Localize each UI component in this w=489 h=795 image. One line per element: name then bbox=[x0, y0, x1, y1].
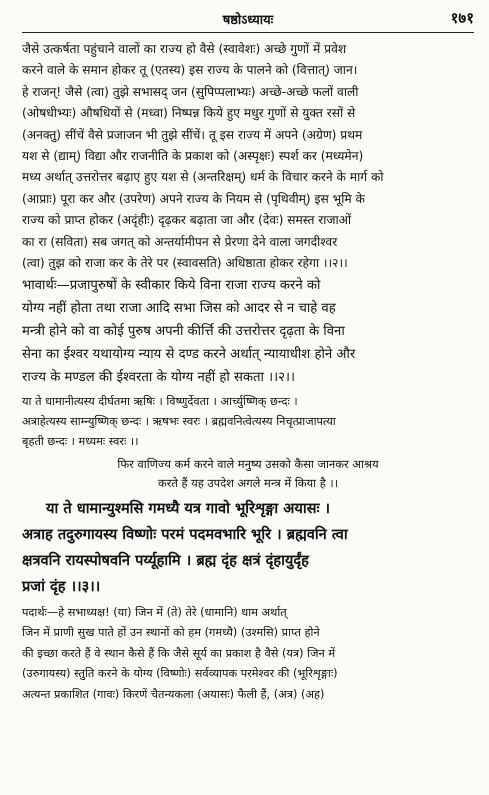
page-header bbox=[22, 10, 474, 30]
mantra-line: क्षत्रवनि रायस्पोषवनि पर्य्यूहामि । ब्रह्म दृंह क्षत्रं दृंहायुर्दृंह bbox=[22, 551, 309, 569]
header-rule bbox=[22, 32, 474, 33]
page-number: १७१ bbox=[450, 9, 474, 27]
commentary-line: (ओषधीभ्यः) औषधियों से (मध्वा) निष्पन्न किये हुए मधुर गुणों से युक्त रसों से bbox=[22, 106, 356, 121]
commentary-line: (त्वा) तुझ को राजा कर के तेरे पर (स्वावसति) अधिष्ठाता होकर रहेगा ।।२।। bbox=[22, 256, 348, 271]
commentary-line: मध्य अर्थात् उत्तरोत्तर बढ़ाए हुए यश से (अन्तरिक्षम्) धर्म के विचार करने के मार्ग को bbox=[22, 170, 384, 185]
intro-line: फिर वाणिज्य कर्म करने वाले मनुष्य उसको कैसा जानकर आश्रय bbox=[117, 456, 379, 471]
padartha-line: (उरुगायस्य) स्तुति करने के योग्य (विष्णोः) सर्वव्यापक परमेश्वर की (भूरिशृङ्गाः) bbox=[22, 667, 338, 681]
mantra-line: या ते धामान्युश्मसि गमध्यै यत्र गावो भूरिशृङ्गा अयासः । bbox=[46, 499, 331, 517]
anukramani-paragraph bbox=[22, 392, 474, 451]
commentary-line: करने वाले के समान होकर तू (एतस्य) इस राज्य के पालने को (वित्तात्) जान। bbox=[22, 63, 358, 78]
bhavartha-line: राज्य के मण्डल की ईश्वरता के योग्य नहीं हो सकता ।।२।। bbox=[22, 370, 296, 386]
anukramani-line: या ते धामानीत्यस्य दीर्घतमा ऋषिः । विष्णुर्देवता । आर्च्युष्णिक् छन्दः । bbox=[22, 395, 298, 409]
anukramani-line: बृहती छन्दः । मध्यमः स्वरः ।। bbox=[22, 435, 139, 449]
chapter-title: षष्ठोऽध्यायः bbox=[222, 13, 274, 28]
commentary-line: यश से (द्याम्) विद्या और राजनीति के प्रकाश को (अस्पृक्षः) स्पर्श कर (मध्यमेन) bbox=[22, 149, 364, 164]
padartha-line: पदार्थः—हे सभाध्यक्ष! (या) जिन में (ते) तेरे (धामानि) धाम अर्थात् bbox=[22, 605, 287, 619]
mantra-line: अत्राह तदुरुगायस्य विष्णोः परमं पदमवभारि भूरि । ब्रह्मवनि त्वा bbox=[22, 525, 348, 543]
commentary-line: (आप्राः) पूरा कर और (उपरेण) अपने राज्य के नियम से (पृथिवीम्) इस भूमि के bbox=[22, 191, 365, 206]
bhavartha-line: मन्त्री होने को वा कोई पुरुष अपनी कीर्त्ति की उत्तरोत्तर दृढ़ता के विना bbox=[22, 324, 345, 340]
commentary-line: (अनक्तु) सींचें वैसे प्रजाजन भी तुझे सींचें। तू इस राज्य में अपने (अग्रेण) प्रथम bbox=[22, 127, 363, 142]
commentary-line: जैसे उत्कर्षता पहुंचाने वालों का राज्य हो वैसे (स्वावेशः) अच्छे गुणों में प्रवेश bbox=[22, 42, 347, 56]
anukramani-line: अत्राहेत्यस्य साम्न्युष्णिक् छन्दः । ऋषभः स्वरः । ब्रह्मवनित्वेत्यस्य निचृत्प्राजापत्या bbox=[22, 415, 336, 429]
bhavartha-paragraph bbox=[22, 274, 474, 389]
padartha-line: की इच्छा करते हैं वे स्थान कैसे हैं कि जैसे सूर्य का प्रकाश है वैसे (यत्र) जिन में bbox=[22, 646, 336, 660]
commentary-line: का रा (सविता) सब जगत् को अन्तर्यामीपन से प्रेरणा देने वाला जगदीश्वर bbox=[22, 234, 338, 249]
padartha-paragraph bbox=[22, 603, 474, 706]
mantra-line: प्रजां दृंह ।।३।। bbox=[22, 577, 101, 595]
bhavartha-line: सेना का ईश्वर यथायोग्य न्याय से दण्ड करने अर्थात् न्यायाधीश होने और bbox=[22, 347, 356, 363]
commentary-line: राज्य को प्राप्त होकर (अदृंहीः) दृढ़कर बढ़ाता जा और (देवः) समस्त राजाओं bbox=[22, 213, 352, 228]
intro-note bbox=[22, 455, 474, 493]
commentary-line: हे राजन्! जैसे (त्वा) तुझे सभासद् जन (सुपिप्पलाभ्यः) अच्छे-अच्छे फलों वाली bbox=[22, 84, 359, 99]
padartha-line: जिन में प्राणी सुख पाते हों उन स्थानों को हम (गमध्यै) (उश्मसि) प्राप्त होने bbox=[22, 626, 320, 640]
mantra-verse bbox=[22, 496, 474, 600]
book-page bbox=[22, 10, 474, 705]
bhavartha-line: भावार्थः—प्रजापुरुषों के स्वीकार किये विना राजा राज्य करने को bbox=[22, 278, 321, 294]
bhavartha-line: योग्य नहीं होता तथा राजा आदि सभा जिस को आदर से न चाहे वह bbox=[22, 301, 336, 317]
padartha-line: अत्यन्त प्रकाशित (गावः) किरणें चैतन्यकला (अयासः) फैली हैं, (अत्र) (अह) bbox=[22, 687, 325, 701]
commentary-paragraph bbox=[22, 39, 474, 274]
intro-line: करते हैं यह उपदेश अगले मन्त्र में किया है ।। bbox=[157, 475, 339, 490]
